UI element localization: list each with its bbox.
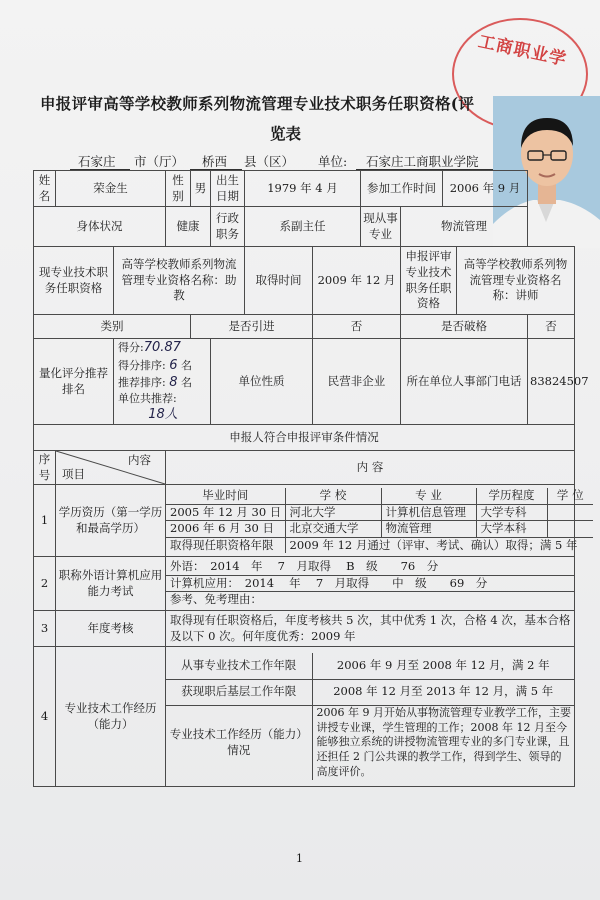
birth-value: 1979 年 4 月: [245, 171, 361, 207]
admin-post-value: 系副主任: [245, 207, 361, 247]
sex-label: 性别: [166, 171, 191, 207]
seq-header: 序号: [34, 451, 56, 485]
apply-qualification-value: 高等学校教师系列物流管理专业资格名称：讲师: [457, 247, 575, 315]
work-start-label: 参加工作时间: [361, 171, 443, 207]
birth-label: 出生日期: [211, 171, 245, 207]
experience-subtable: [166, 653, 574, 780]
current-major-value: 物流管理: [401, 207, 528, 247]
qualification-date-value: 2009 年 12 月: [313, 247, 401, 315]
years-label: 取得现任职资格年限: [166, 537, 285, 553]
annual-review-text: 取得现有任职资格后，年度考核共 5 次，其中优秀 1 次，合格 4 次，基本合格及以下 0 次。何年度优秀：2009 年: [166, 611, 575, 647]
recommend-handwritten: 8: [169, 375, 178, 391]
document-title: 申报评审高等学校教师系列物流管理专业技术职务任职资格(评: [40, 94, 475, 113]
page-number: 1: [296, 852, 303, 865]
city-suffix: 市（厅）: [134, 154, 185, 169]
exam-subtable: [166, 559, 574, 608]
item-header-item: 项目: [62, 466, 85, 481]
edu2-school: 北京交通大学: [285, 521, 381, 538]
introduced-value: 否: [313, 315, 401, 339]
introduced-label: 是否引进: [191, 315, 313, 339]
admin-post-label: 行政职务: [211, 207, 245, 247]
recommend-unit: 名: [181, 376, 192, 390]
row4-label: 专业技术工作经历（能力）: [56, 647, 166, 787]
experience-subtable-cell: [166, 647, 575, 787]
health-value: 健康: [166, 207, 211, 247]
name-label: 姓名: [34, 171, 56, 207]
category-label: 类别: [34, 315, 191, 339]
item-header-content: 内容: [128, 453, 151, 468]
work-start-value: 2006 年 9 月: [443, 171, 528, 207]
total-handwritten: 18人: [148, 407, 178, 423]
city-value: 石家庄: [78, 154, 116, 169]
edu2-xuewei: [547, 521, 593, 538]
unit-nature-value: 民营非企业: [313, 339, 401, 425]
exam-subtable-cell: [166, 557, 575, 611]
document-title-line2: 览表: [270, 124, 302, 143]
health-label: 身体状况: [34, 207, 166, 247]
qualification-date-label: 取得时间: [245, 247, 313, 315]
grassroots-years-label: 获现职后基层工作年限: [166, 679, 312, 705]
exception-label: 是否破格: [401, 315, 528, 339]
education-subtable: [166, 488, 593, 553]
current-major-label: 现从事专业: [361, 207, 401, 247]
sex-value: 男: [191, 171, 211, 207]
edu-header-degree: 学历程度: [476, 488, 547, 504]
rank-text: 得分排序:: [118, 358, 166, 372]
years-value: 2009 年 12 月通过（评审、考试、确认）取得；满 5 年: [289, 537, 578, 552]
qualification-table: [33, 170, 589, 787]
edu1-major: 计算机信息管理: [381, 504, 476, 521]
edu1-degree: 大学专科: [476, 504, 547, 521]
edu1-school: 河北大学: [285, 504, 381, 521]
experience-label: 专业技术工作经历（能力）情况: [166, 705, 312, 780]
row1-label: 学历资历（第一学历和最高学历）: [56, 485, 166, 557]
unit-line: [30, 152, 500, 170]
content-header: 内 容: [166, 451, 575, 485]
current-qualification-label: 现专业技术职务任职资格: [34, 247, 114, 315]
quantitative-score-label: 量化评分推荐排名: [34, 339, 114, 425]
edu-header-time: 毕业时间: [166, 488, 285, 504]
county-value: 桥西: [202, 154, 228, 169]
unit-nature-label: 单位性质: [211, 339, 313, 425]
conditions-section-title: 申报人符合申报评审条件情况: [34, 425, 575, 451]
current-qualification-value: 高等学校教师系列物流管理专业资格名称：助教: [114, 247, 245, 315]
work-years-value: 2006 年 9 月至 2008 年 12 月，满 2 年: [312, 653, 574, 679]
edu-header-major: 专 业: [381, 488, 476, 504]
edu-header-xuewei: 学 位: [547, 488, 593, 504]
edu2-major: 物流管理: [381, 521, 476, 538]
recommend-rank-text: 推荐排序:: [118, 376, 166, 390]
edu1-time: 2005 年 12 月 30 日: [166, 504, 285, 521]
hr-phone-value: 83824507: [528, 339, 575, 425]
experience-text: 2006 年 9 月开始从事物流管理专业教学工作，主要讲授专业课，学生管理的工作；2008 年 12 月至今能够独立系统的讲授物流管理专业的多门专业课，且还担任 2 门公共课的教学工作，得到学生、领导的高度评价。: [316, 705, 571, 779]
score-details: [114, 339, 211, 425]
county-suffix: 县（区）: [244, 154, 295, 169]
score-text: 得分:: [118, 341, 144, 354]
item-header: [56, 451, 166, 485]
computer-line: 计算机应用： 2014 年 7 月取得 中 级 69 分: [166, 575, 574, 592]
row2-seq: 2: [34, 557, 56, 611]
unit-value: 石家庄工商职业学院: [366, 154, 479, 169]
hr-phone-label: 所在单位人事部门电话: [401, 339, 528, 425]
edu2-degree: 大学本科: [476, 521, 547, 538]
exception-value: 否: [528, 315, 575, 339]
edu2-time: 2006 年 6 月 30 日: [166, 521, 285, 538]
row3-label: 年度考核: [56, 611, 166, 647]
unit-label: 单位:: [318, 154, 348, 169]
rank-handwritten: 6: [169, 357, 178, 373]
apply-qualification-label: 申报评审专业技术职务任职资格: [401, 247, 457, 315]
edu1-xuewei: [547, 504, 593, 521]
row1-seq: 1: [34, 485, 56, 557]
row4-seq: 4: [34, 647, 56, 787]
rank-unit: 名: [181, 358, 192, 372]
seal-text: 工商职业学: [476, 31, 569, 71]
name-value: 荣金生: [56, 171, 166, 207]
score-handwritten: 70.87: [143, 340, 181, 355]
edu-header-school: 学 校: [285, 488, 381, 504]
row3-seq: 3: [34, 611, 56, 647]
foreign-language-line: 外语： 2014 年 7 月取得 B 级 76 分: [166, 559, 574, 575]
education-subtable-cell: [166, 485, 584, 557]
exemption-line: 参考、免考理由：: [170, 592, 262, 607]
row2-label: 职称外语计算机应用能力考试: [56, 557, 166, 611]
total-recommend-text: 单位共推荐:: [118, 391, 177, 405]
grassroots-years-value: 2008 年 12 月至 2013 年 12 月，满 5 年: [312, 679, 574, 705]
work-years-label: 从事专业技术工作年限: [166, 653, 312, 679]
